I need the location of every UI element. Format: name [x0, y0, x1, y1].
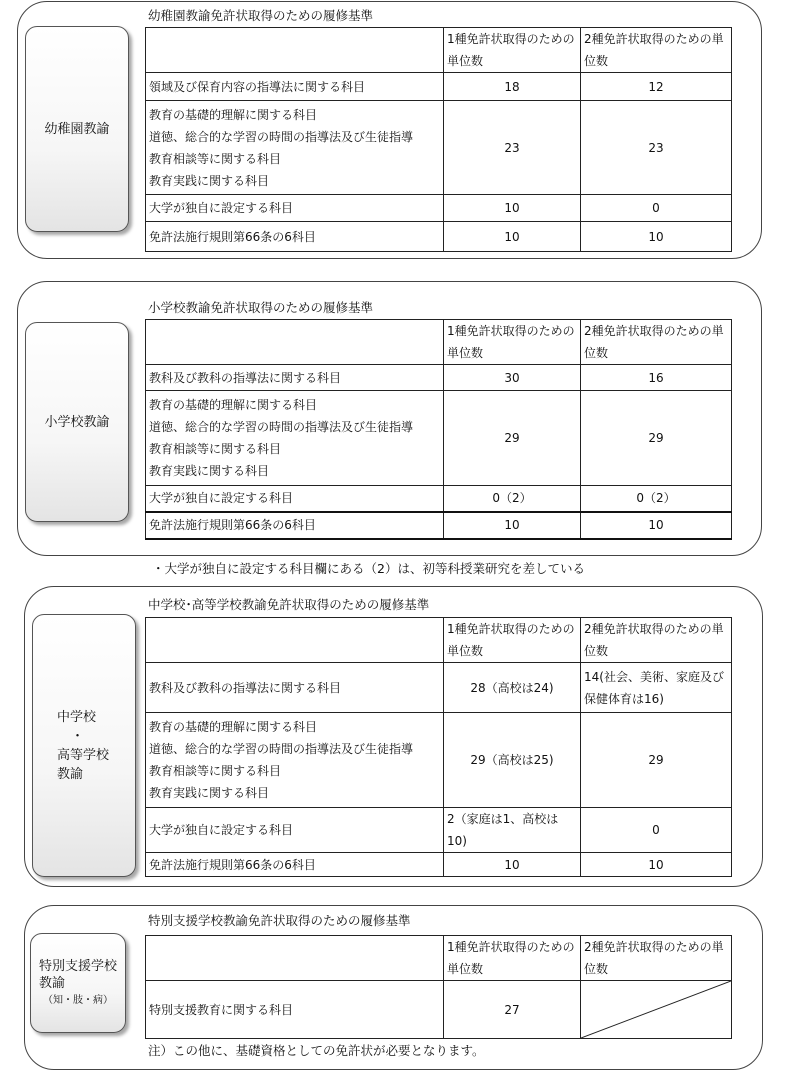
header-type1-cell: 1種免許状取得のための単位数	[444, 28, 581, 73]
subject-cell: 特別支援教育に関する科目	[146, 981, 444, 1039]
section-elementary-label: 小学校教諭	[25, 322, 129, 522]
section-elementary-title: 小学校教諭免許状取得のための履修基準	[148, 300, 374, 315]
type2-value: 12	[581, 73, 732, 101]
type2-value: 29	[581, 391, 732, 486]
type1-value: 29（高校は25)	[444, 713, 581, 808]
section-secondary-title: 中学校･高等学校教諭免許状取得のための履修基準	[148, 597, 430, 612]
special-needs-note: 注）この他に、基礎資格としての免許状が必要となります。	[148, 1043, 485, 1058]
type2-value: 16	[581, 365, 732, 391]
kindergarten-table	[145, 27, 732, 252]
type2-value: 10	[581, 853, 732, 877]
subject-cell: 教科及び教科の指導法に関する科目	[146, 663, 444, 713]
type1-value: 23	[444, 101, 581, 195]
subject-cell: 免許法施行規則第66条の6科目	[146, 853, 444, 877]
table-row	[146, 365, 732, 391]
header-type2-cell: 2種免許状取得のための単位数	[581, 618, 732, 663]
header-type2-cell: 2種免許状取得のための単位数	[581, 320, 732, 365]
type2-value: 0（2）	[581, 486, 732, 512]
header-subject-cell	[146, 936, 444, 981]
table-row	[146, 981, 732, 1039]
type1-value: 10	[444, 853, 581, 877]
table-row	[146, 391, 732, 486]
type2-value: 10	[581, 512, 732, 539]
type1-value: 0（2）	[444, 486, 581, 512]
table-row	[146, 853, 732, 877]
subject-cell: 教科及び教科の指導法に関する科目	[146, 365, 444, 391]
table-header-row	[146, 936, 732, 981]
type2-value: 0	[581, 195, 732, 222]
subject-cell: 領域及び保育内容の指導法に関する科目	[146, 73, 444, 101]
diagonal-strike-icon	[581, 981, 731, 1038]
elementary-note: ・大学が独自に設定する科目欄にある（2）は、初等科授業研究を差している	[152, 561, 585, 576]
header-subject-cell	[146, 320, 444, 365]
table-row	[146, 101, 732, 195]
header-subject-cell	[146, 618, 444, 663]
elementary-table	[145, 319, 732, 540]
table-row	[146, 222, 732, 252]
header-subject-cell	[146, 28, 444, 73]
table-header-row	[146, 28, 732, 73]
header-type2-cell: 2種免許状取得のための単位数	[581, 28, 732, 73]
section-kindergarten-title: 幼稚園教諭免許状取得のための履修基準	[148, 8, 374, 23]
type1-value: 10	[444, 512, 581, 539]
subject-cell: 教育の基礎的理解に関する科目 道徳、総合的な学習の時間の指導法及び生徒指導 教育相談等に関する科目 教育実践に関する科目	[146, 101, 444, 195]
table-header-row	[146, 320, 732, 365]
type1-value: 10	[444, 222, 581, 252]
type1-value: 29	[444, 391, 581, 486]
header-type1-cell: 1種免許状取得のための単位数	[444, 936, 581, 981]
subject-cell: 大学が独自に設定する科目	[146, 808, 444, 853]
type1-value: 27	[444, 981, 581, 1039]
type1-value: 2（家庭は1、高校は10)	[444, 808, 581, 853]
table-row	[146, 486, 732, 512]
table-row	[146, 512, 732, 539]
secondary-table	[145, 617, 732, 877]
type2-value: 29	[581, 713, 732, 808]
type2-value: 23	[581, 101, 732, 195]
header-type1-cell: 1種免許状取得のための単位数	[444, 320, 581, 365]
section-secondary-label: 中学校 ・ 高等学校 教諭	[32, 614, 136, 877]
type2-value: 14(社会、美術、家庭及び保健体育は16)	[581, 663, 732, 713]
type1-value: 30	[444, 365, 581, 391]
section-special-needs-label: 特別支援学校 教諭 （知・肢・病）	[30, 933, 126, 1033]
type1-value: 10	[444, 195, 581, 222]
section-kindergarten-label: 幼稚園教諭	[25, 26, 129, 232]
table-row	[146, 663, 732, 713]
header-type2-cell: 2種免許状取得のための単位数	[581, 936, 732, 981]
subject-cell: 教育の基礎的理解に関する科目 道徳、総合的な学習の時間の指導法及び生徒指導 教育相談等に関する科目 教育実践に関する科目	[146, 713, 444, 808]
type1-value: 18	[444, 73, 581, 101]
table-row	[146, 713, 732, 808]
subject-cell: 大学が独自に設定する科目	[146, 195, 444, 222]
table-row	[146, 195, 732, 222]
type1-value: 28（高校は24)	[444, 663, 581, 713]
type2-value: 0	[581, 808, 732, 853]
table-row	[146, 808, 732, 853]
section-special-needs-title: 特別支援学校教諭免許状取得のための履修基準	[148, 913, 411, 928]
type2-value: 10	[581, 222, 732, 252]
special-needs-table	[145, 935, 732, 1039]
subject-cell: 教育の基礎的理解に関する科目 道徳、総合的な学習の時間の指導法及び生徒指導 教育相談等に関する科目 教育実践に関する科目	[146, 391, 444, 486]
subject-cell: 大学が独自に設定する科目	[146, 486, 444, 512]
type2-empty-cell	[581, 981, 732, 1039]
table-row	[146, 73, 732, 101]
subject-cell: 免許法施行規則第66条の6科目	[146, 222, 444, 252]
header-type1-cell: 1種免許状取得のための単位数	[444, 618, 581, 663]
table-header-row	[146, 618, 732, 663]
subject-cell: 免許法施行規則第66条の6科目	[146, 512, 444, 539]
